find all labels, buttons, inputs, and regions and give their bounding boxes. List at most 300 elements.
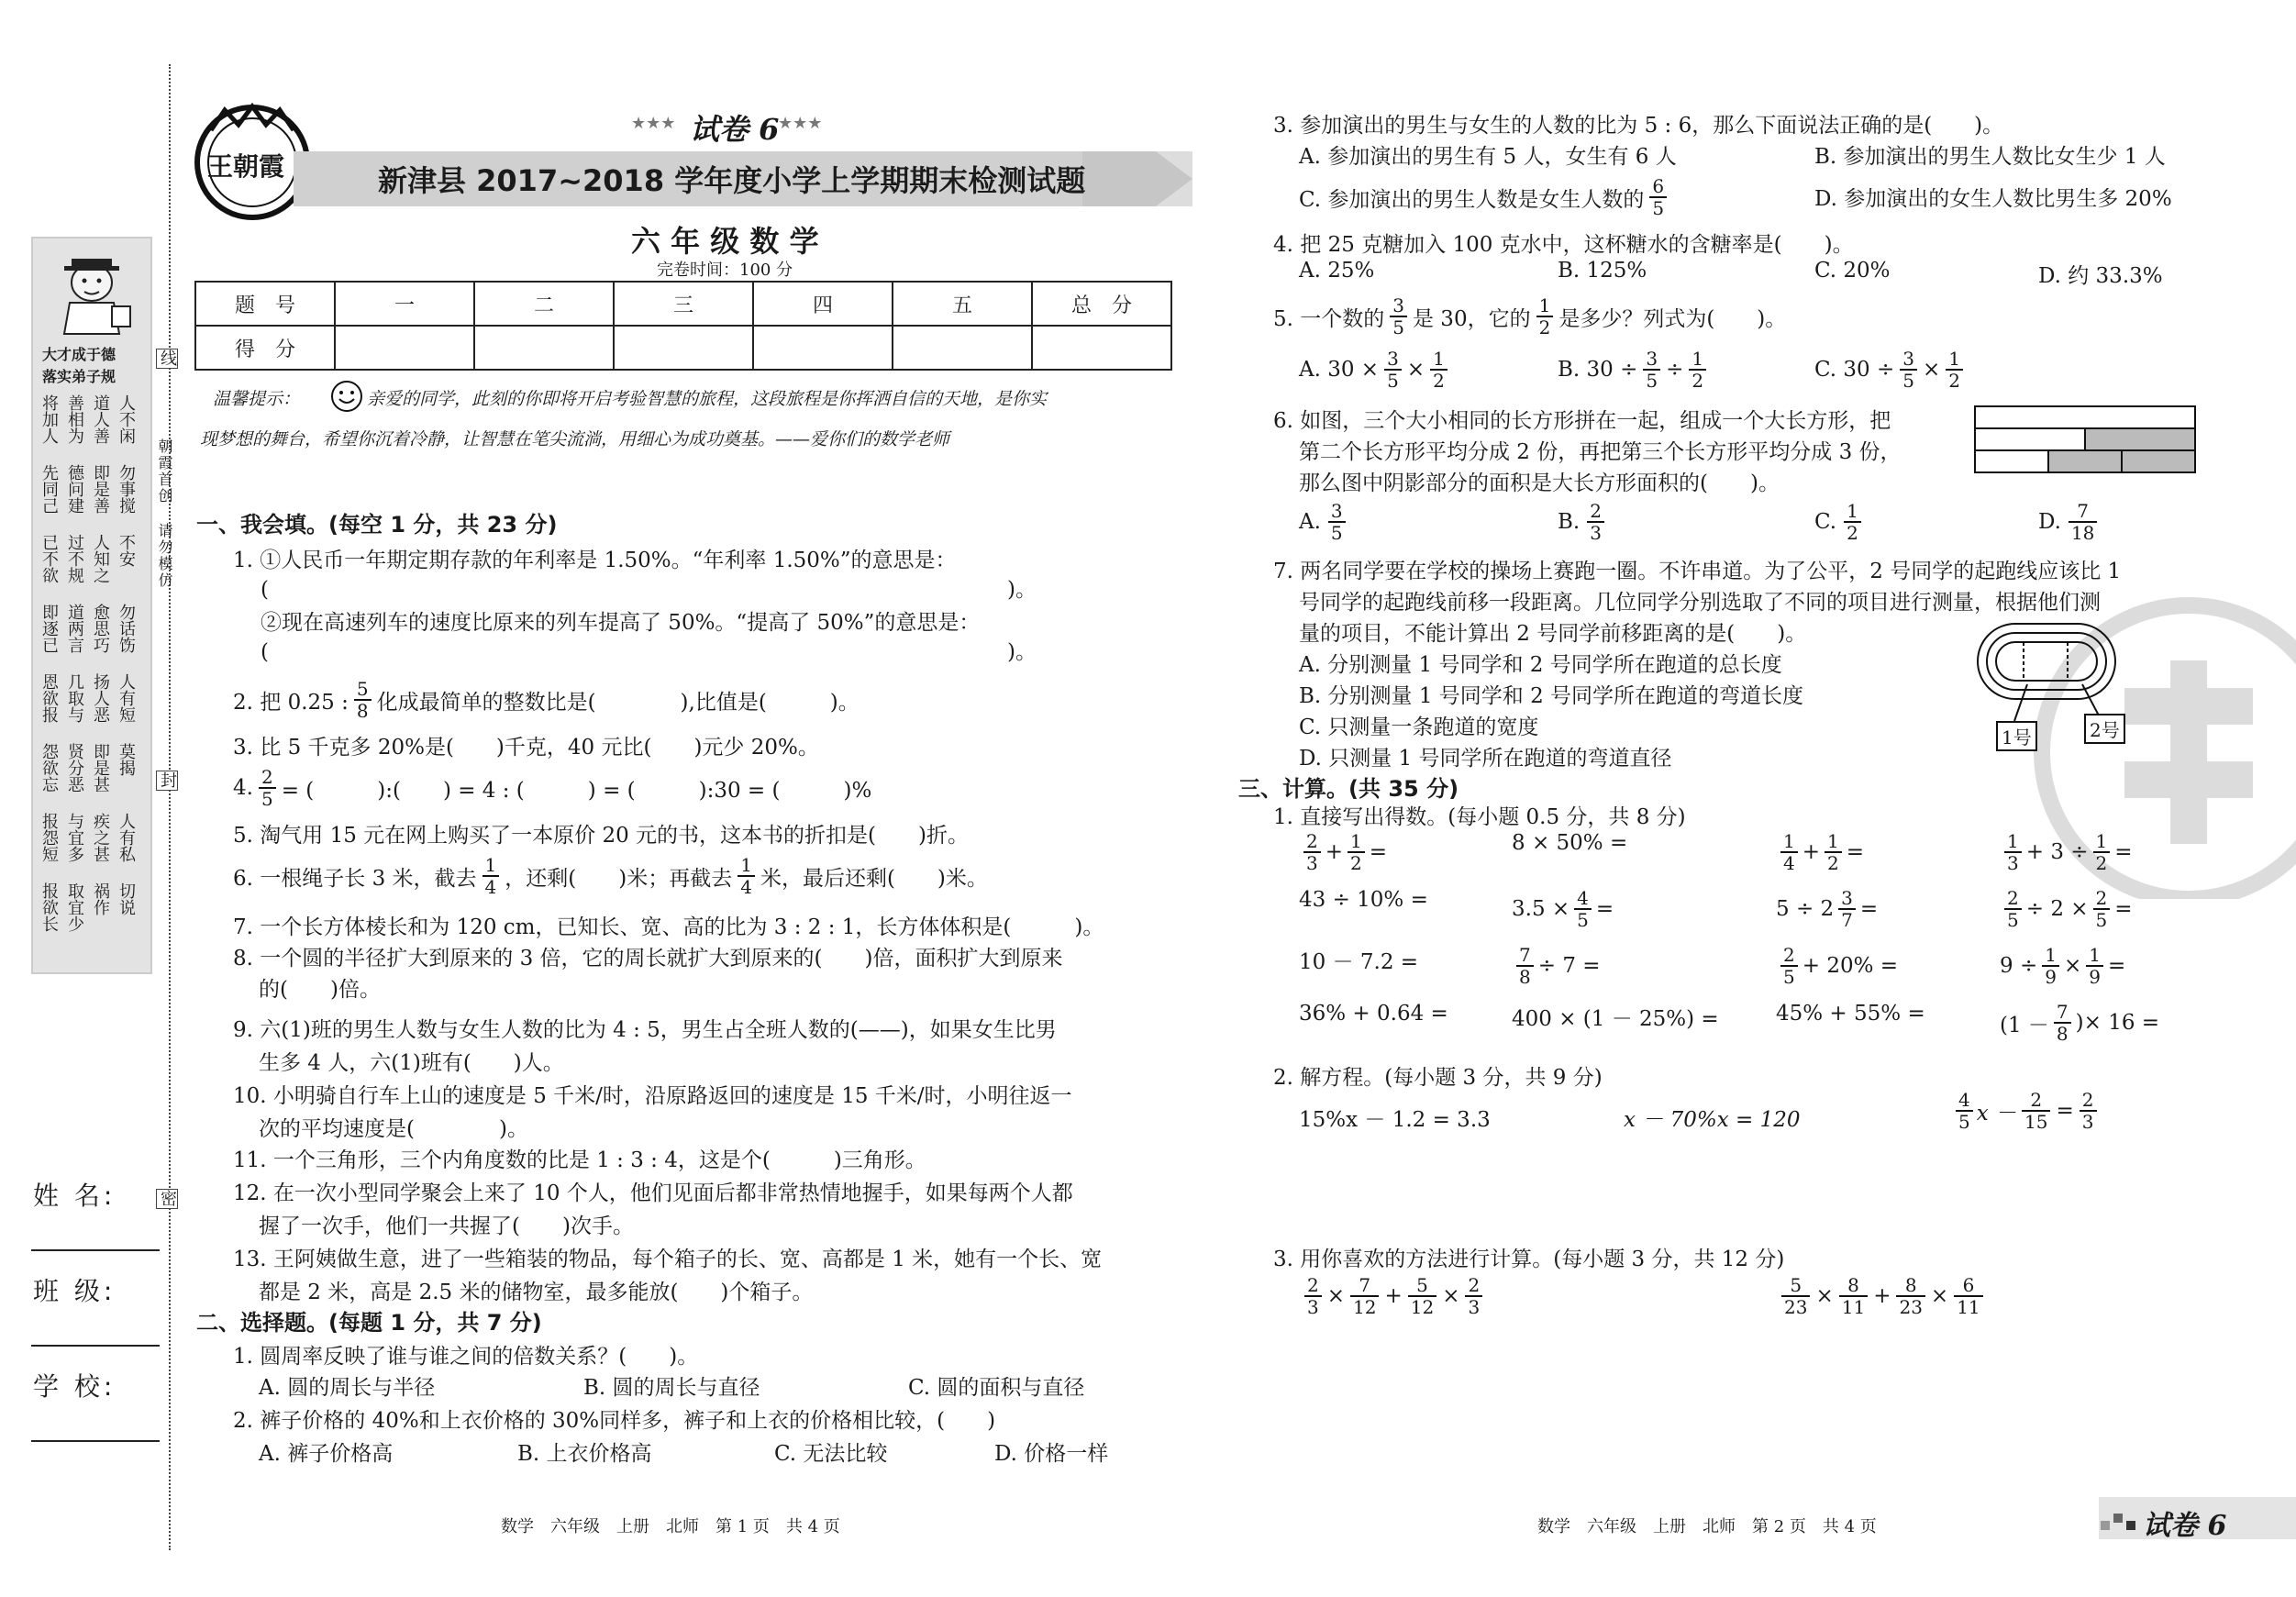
fraction-denominator: 5 <box>1384 369 1402 391</box>
mental-math-item[interactable] <box>1512 831 1627 855</box>
s3-calc1[interactable]: $\frac{2}{3}$ × $\frac{7}{12}$ + $\frac{5}{12}$ × $\frac{2}{3}$ <box>1299 1275 1488 1317</box>
s2-q5-opt-b-text: B. 30 ÷ <box>1558 358 1638 382</box>
score-table-header-row <box>195 282 1171 326</box>
s1-q8a[interactable]: 8. 一个圆的半径扩大到原来的 3 倍，它的周长就扩大到原来的( )倍，面积扩大到原来 <box>233 947 1063 970</box>
fraction-numerator: 4 <box>1577 887 1589 909</box>
fraction <box>2004 831 2022 873</box>
calc-text: 10 － 7.2 = <box>1299 950 1419 974</box>
s2-q4-opt-a[interactable]: A. 25% <box>1299 259 1375 283</box>
mental-math-item[interactable]: (1 － $\frac{7}{8}$ ) × 16 = <box>2000 1001 2160 1045</box>
s3-eq3[interactable] <box>1952 1090 2102 1132</box>
fraction <box>1328 501 1346 543</box>
s3-eq2[interactable]: x － 70%x = 120 <box>1624 1108 1801 1132</box>
equals-sign: = <box>2056 1099 2074 1123</box>
fraction-denominator: 5 <box>1780 965 1798 987</box>
fraction <box>1954 1275 1982 1317</box>
fraction-denominator: 3 <box>2004 851 2022 873</box>
fraction-denominator: 2 <box>1689 369 1706 391</box>
mental-math-item[interactable]: $\frac{1}{4}$ + $\frac{1}{2}$ = <box>1776 831 1864 873</box>
score-input[interactable] <box>893 326 1032 370</box>
fraction <box>1689 349 1706 391</box>
fraction-numerator: 5 <box>1416 1274 1428 1296</box>
fraction-numerator: 1 <box>1827 830 1839 852</box>
fraction <box>1844 501 1861 543</box>
fraction-numerator: 1 <box>1433 348 1445 370</box>
fraction-denominator: 8 <box>2054 1022 2071 1044</box>
score-cell: 总 分 <box>1032 282 1171 326</box>
mental-math-item[interactable]: 9 ÷ $\frac{1}{9}$ × $\frac{1}{9}$ = <box>2000 944 2126 988</box>
exam-title: 新津县 2017~2018 学年度小学上学期期末检测试题 <box>378 163 1086 198</box>
s1-q13b[interactable]: 都是 2 米，高是 2.5 米的储物室，最多能放( )个箱子。 <box>259 1281 814 1304</box>
calc-text: 8 × 50% = <box>1512 831 1628 855</box>
s2-q6b: 第二个长方形平均分成 2 份，再把第三个长方形平均分成 3 份， <box>1299 440 1902 464</box>
stars-left: ★★★ <box>631 114 676 133</box>
fraction <box>482 855 500 897</box>
maxim-column: 切说 <box>116 882 136 915</box>
s2-q2[interactable]: 2. 裤子价格的 40%和上衣价格的 30%同样多，裤子和上衣的价格相比较，( ) <box>233 1409 996 1433</box>
s2-q5-opt-a[interactable] <box>1299 349 1453 391</box>
s2-q2-opt-d[interactable]: D. 价格一样 <box>994 1442 1109 1466</box>
fraction <box>2069 501 2097 543</box>
tip-line-1: 亲爱的同学，此刻的你即将开启考验智慧的旅程，这段旅程是你挥洒自信的天地，是你实 <box>367 389 1048 409</box>
fraction <box>1408 1275 1436 1317</box>
sidebar-motto-top: 大才成于德 <box>42 346 116 363</box>
fraction <box>2093 831 2111 873</box>
fraction-numerator: 3 <box>1646 348 1658 370</box>
score-input[interactable] <box>335 326 474 370</box>
s1-q10a[interactable]: 10. 小明骑自行车上山的速度是 5 千米/时，沿原路返回的速度是 15 千米/时，小明往返一 <box>233 1084 1072 1108</box>
footer-left: 数学 六年级 上册 北师 第 1 页 共 4 页 <box>501 1517 840 1536</box>
score-cell: 一 <box>335 282 474 326</box>
fraction-numerator: 6 <box>1962 1274 1975 1296</box>
s2-q6-opt-a[interactable] <box>1299 501 1353 543</box>
s2-q3[interactable]: 3. 参加演出的男生与女生的人数的比为 5 : 6，那么下面说法正确的是( )。 <box>1273 114 2004 138</box>
divide-sign: ÷ <box>1666 358 1684 382</box>
s2-q5-opt-a-text: A. 30 × <box>1299 358 1380 382</box>
s1-q2-post[interactable]: 化成最简单的整数比是( ),比值是( )。 <box>376 690 860 715</box>
fraction-denominator: 9 <box>2042 965 2059 987</box>
fraction-denominator: 3 <box>1304 1295 1322 1317</box>
fraction-denominator: 3 <box>1303 851 1321 873</box>
s2-q7-opt-c[interactable]: C. 只测量一条跑道的宽度 <box>1299 715 1539 739</box>
s2-q6-opt-c[interactable] <box>1814 501 1869 543</box>
score-input[interactable] <box>614 326 753 370</box>
s2-q5-opt-c[interactable] <box>1814 349 1969 391</box>
fraction <box>2022 1090 2050 1132</box>
fraction <box>1780 945 1798 987</box>
s2-q7-opt-d[interactable]: D. 只测量 1 号同学所在跑道的弯道直径 <box>1299 747 1672 771</box>
fraction-numerator: 1 <box>2095 830 2108 852</box>
maxim-column: 贤分恶 <box>65 743 84 793</box>
maxim-column: 即是甚 <box>91 743 110 793</box>
track-label-1: 1号 <box>1996 721 2037 751</box>
s1-q1b: ②现在高速列车的速度比原来的列车提高了 50%。“提高了 50%”的意思是： <box>261 611 981 635</box>
fraction-numerator: 4 <box>1958 1089 1970 1111</box>
s3-eq1[interactable]: 15%x － 1.2 = 3.3 <box>1299 1108 1491 1132</box>
maxim-column: 恩欲报 <box>39 673 59 723</box>
fraction-numerator: 8 <box>1847 1274 1859 1296</box>
fraction-numerator: 1 <box>2089 944 2101 966</box>
fraction-numerator: 2 <box>261 766 273 788</box>
cut-line-label-feng: 封 <box>158 771 177 790</box>
s3-part1: 1. 直接写出得数。(每小题 0.5 分，共 8 分) <box>1273 805 1686 829</box>
s2-q4[interactable]: 4. 把 25 克糖加入 100 克水中，这杯糖水的含糖率是( )。 <box>1273 233 1854 257</box>
fraction-denominator: 18 <box>2069 521 2097 543</box>
score-input[interactable] <box>753 326 893 370</box>
fraction-numerator: 3 <box>1902 348 1914 370</box>
fraction-numerator: 2 <box>2081 1089 2094 1111</box>
s2-q4-opt-b[interactable]: B. 125% <box>1558 259 1647 283</box>
fraction-numerator: 2 <box>1468 1274 1481 1296</box>
fraction <box>2086 945 2103 987</box>
fraction-denominator: 2 <box>1536 316 1554 338</box>
maxim-column: 即是善 <box>91 464 110 514</box>
fraction-denominator: 5 <box>1643 369 1660 391</box>
maxim-column: 怨欲忘 <box>39 743 59 793</box>
maxim-column: 先同己 <box>39 464 59 514</box>
fraction-numerator: 2 <box>1307 1274 1319 1296</box>
fraction-denominator: 3 <box>2080 1110 2097 1132</box>
fraction-numerator: 5 <box>1790 1274 1802 1296</box>
fraction <box>1649 176 1667 218</box>
s2-q4-opt-d[interactable]: D. 约 33.3% <box>2038 264 2163 288</box>
fraction-denominator: 9 <box>2086 965 2103 987</box>
fraction <box>1536 295 1554 338</box>
s2-q6-opt-b[interactable] <box>1558 501 1612 543</box>
s3-calc2[interactable]: $\frac{5}{23}$ × $\frac{8}{11}$ + $\frac{8}{23}$ × $\frac{6}{11}$ <box>1776 1275 1989 1317</box>
maxim-column: 道两言 <box>65 604 84 653</box>
s3-part3: 3. 用你喜欢的方法进行计算。(每小题 3 分，共 12 分) <box>1273 1248 1785 1271</box>
fraction-numerator: 7 <box>1519 944 1531 966</box>
fraction <box>1956 1090 1973 1132</box>
s2-q2-opt-c[interactable]: C. 无法比较 <box>774 1442 888 1466</box>
maxim-column: 祸作 <box>91 882 110 915</box>
s2-q1-opt-b[interactable]: B. 圆的周长与直径 <box>583 1376 760 1400</box>
mental-math-item[interactable] <box>1776 1002 1925 1026</box>
class-label: 班 级: <box>33 1276 116 1306</box>
track-label-2: 2号 <box>2084 714 2125 744</box>
s2-q3-opt-c[interactable] <box>1299 176 1672 218</box>
times-sign: × <box>1406 358 1425 382</box>
s1-q9a[interactable]: 9. 六(1)班的男生人数与女生人数的比为 4 : 5，男生占全班人数的(——)，如果女生比男 <box>233 1018 1057 1042</box>
maxim-column: 道人善 <box>91 394 110 444</box>
s2-q2-opt-a[interactable]: A. 裤子价格高 <box>259 1442 394 1466</box>
calc-text: 400 × (1 － 25%) = <box>1512 1007 1719 1031</box>
mental-math-item[interactable]: $\frac{2}{3}$ + $\frac{1}{2}$ = <box>1299 831 1387 873</box>
fraction-numerator: 5 <box>356 678 369 700</box>
footer-right: 数学 六年级 上册 北师 第 2 页 共 4 页 <box>1537 1517 1877 1536</box>
fraction <box>259 767 276 809</box>
fraction-denominator: 2 <box>2093 851 2111 873</box>
fraction-numerator: 7 <box>1359 1274 1371 1296</box>
school-field[interactable] <box>31 1440 160 1442</box>
fraction-denominator: 11 <box>1954 1295 1982 1317</box>
tip-prefix: 温馨提示： <box>213 389 301 409</box>
fraction-numerator: 1 <box>1691 348 1704 370</box>
fraction-denominator: 4 <box>1780 851 1798 873</box>
class-field[interactable] <box>31 1345 160 1347</box>
calc-text: + 20% = <box>1802 954 1899 978</box>
fraction <box>2093 888 2111 930</box>
name-field[interactable] <box>31 1249 160 1251</box>
s2-q4-opt-c[interactable]: C. 20% <box>1814 259 1891 283</box>
fraction-numerator: 1 <box>1847 500 1858 522</box>
fraction-denominator: 5 <box>1900 369 1917 391</box>
s1-q7[interactable]: 7. 一个长方体棱长和为 120 cm，已知长、宽、高的比为 3 : 2 : 1，长方体体积是( )。 <box>233 915 1104 939</box>
s2-q1-opt-c[interactable]: C. 圆的面积与直径 <box>908 1376 1085 1400</box>
s1-q6-post[interactable]: 米，最后还剩( )米。 <box>760 866 988 891</box>
fraction-denominator: 5 <box>1574 908 1592 930</box>
fraction-numerator: 1 <box>740 854 752 876</box>
calc-text: 45% + 55% = <box>1776 1002 1925 1026</box>
fraction-numerator: 7 <box>2077 500 2090 522</box>
sidebar-maxims <box>39 394 145 963</box>
fraction-denominator: 8 <box>1516 965 1534 987</box>
fraction-denominator: 3 <box>1465 1295 1482 1317</box>
fraction-denominator: 5 <box>2004 908 2022 930</box>
fraction <box>2054 1002 2071 1044</box>
s2-q7b: 号同学的起跑线前移一段距离。几位同学分别选取了不同的项目进行测量，根据他们测 <box>1299 591 2101 615</box>
s1-q8b[interactable]: 的( )倍。 <box>259 978 381 1002</box>
mental-math-item[interactable]: $\frac{7}{8}$ ÷ 7 = <box>1512 945 1601 987</box>
s2-q6c: 那么图中阴影部分的面积是大长方形面积的( )。 <box>1299 471 1780 495</box>
brand-logo-text: 王朝霞 <box>207 151 285 182</box>
fraction-denominator: 2 <box>1430 369 1447 391</box>
subject-title: 六 年 级 数 学 <box>631 224 819 259</box>
s2-q3-opt-d[interactable]: D. 参加演出的女生人数比男生多 20% <box>1814 187 2172 211</box>
fraction <box>2080 1090 2097 1132</box>
fraction <box>1643 349 1660 391</box>
s1-q6-pre: 6. 一根绳子长 3 米，截去 <box>233 866 477 891</box>
times-sign: × <box>1922 358 1941 382</box>
rectangle-diagram <box>1974 405 2196 473</box>
s2-q3-opt-a[interactable]: A. 参加演出的男生有 5 人，女生有 6 人 <box>1299 145 1677 169</box>
s1-q4-pre: 4. <box>233 776 253 800</box>
fraction <box>2042 945 2059 987</box>
fraction <box>1384 349 1402 391</box>
maxim-column: 报怨短 <box>39 813 59 862</box>
calc-text: 36% + 0.64 = <box>1299 1002 1448 1026</box>
fraction-denominator: 2 <box>1348 851 1365 873</box>
s1-q5[interactable]: 5. 淘气用 15 元在网上购买了一本原价 20 元的书，这本书的折扣是( )折。 <box>233 824 969 848</box>
s2-q6-opt-d-text: D. <box>2038 510 2061 534</box>
fraction-denominator: 3 <box>1587 521 1604 543</box>
s1-q13a[interactable]: 13. 王阿姨做生意，进了一些箱装的物品，每个箱子的长、宽、高都是 1 米，她有一个长、宽 <box>233 1248 1103 1271</box>
fraction-denominator: 12 <box>1408 1295 1436 1317</box>
s2-q7-opt-a[interactable]: A. 分别测量 1 号同学和 2 号同学所在跑道的总长度 <box>1299 653 1782 677</box>
fraction <box>1780 831 1798 873</box>
fraction-numerator: 1 <box>1948 348 1960 370</box>
s1-q1a: 1. ①人民币一年期定期存款的年利率是 1.50%。“年利率 1.50%”的意思是： <box>233 549 957 572</box>
fraction-numerator: 3 <box>1387 348 1399 370</box>
fraction-numerator: 1 <box>1783 830 1795 852</box>
s2-q5-opt-c-text: C. 30 ÷ <box>1814 358 1895 382</box>
fraction <box>1825 831 1842 873</box>
s1-q2-pre: 2. 把 0.25 : <box>233 690 349 715</box>
fraction-numerator: 1 <box>484 854 497 876</box>
score-input[interactable] <box>1032 326 1171 370</box>
calc-text: 5 ÷ 2 <box>1776 897 1835 921</box>
maxim-column: 愈思巧 <box>91 604 110 653</box>
section3-title: 三、计算。(共 35 分) <box>1238 776 1459 802</box>
s2-q6-opt-a-text: A. <box>1299 510 1321 534</box>
s1-q1a-blank[interactable]: ( )。 <box>261 578 1037 602</box>
fraction <box>1900 349 1917 391</box>
fraction <box>1303 831 1321 873</box>
section2-title: 二、选择题。(每题 1 分，共 7 分) <box>196 1310 542 1336</box>
maxim-column: 德问建 <box>65 464 84 514</box>
fraction-denominator: 7 <box>1838 908 1856 930</box>
binding-dotted-line <box>169 64 171 1550</box>
maxim-column: 几取与 <box>65 673 84 723</box>
s2-q5-mid: 是 30，它的 <box>1413 306 1531 331</box>
fraction-denominator: 4 <box>738 875 755 897</box>
fraction-denominator: 11 <box>1839 1295 1868 1317</box>
fraction <box>738 855 755 897</box>
maxim-column: 报欲长 <box>39 882 59 932</box>
s2-q5-post: 是多少？列式为( )。 <box>1558 306 1787 331</box>
s2-q6-opt-d[interactable] <box>2038 501 2104 543</box>
calc-text: ÷ 2 × <box>2025 897 2089 921</box>
maxim-column: 莫揭 <box>116 743 136 776</box>
s2-q5[interactable] <box>1273 295 1786 338</box>
fraction-numerator: 3 <box>1392 294 1404 316</box>
brand-vertical-1: 朝霞首创 <box>156 438 173 505</box>
fraction-denominator: 5 <box>2093 908 2111 930</box>
calc-text: 3.5 × <box>1512 897 1570 921</box>
maxim-column: 勿事搅 <box>116 464 136 514</box>
cut-line-label-mi: 密 <box>158 1190 177 1208</box>
fraction-denominator: 4 <box>482 875 500 897</box>
s1-q11[interactable]: 11. 一个三角形，三个内角度数的比是 1 : 3 : 4，这是个( )三角形。 <box>233 1148 926 1172</box>
s2-q3-opt-b[interactable]: B. 参加演出的男生人数比女生少 1 人 <box>1814 145 2166 169</box>
s1-q2 <box>233 679 860 721</box>
s2-q1[interactable]: 1. 圆周率反映了谁与谁之间的倍数关系？( )。 <box>233 1345 699 1369</box>
s2-q3-opt-c-text: C. 参加演出的男生人数是女生人数的 <box>1299 187 1645 212</box>
fraction-numerator: 2 <box>2095 887 2108 909</box>
s1-q12b[interactable]: 握了一次手，他们一共握了( )次手。 <box>259 1214 634 1238</box>
maxim-column: 善相为 <box>65 394 84 444</box>
fraction <box>1465 1275 1482 1317</box>
mental-math-item[interactable] <box>1512 1002 1719 1032</box>
s2-q7-opt-b[interactable]: B. 分别测量 1 号同学和 2 号同学所在跑道的弯道长度 <box>1299 684 1804 708</box>
maxim-column: 人有私 <box>116 813 136 862</box>
s1-q4 <box>233 767 871 809</box>
fraction-numerator: 1 <box>1350 830 1362 852</box>
fraction <box>1430 349 1447 391</box>
fraction <box>1781 1275 1810 1317</box>
paper-label: 试卷 6 <box>690 112 780 147</box>
s1-q1b-blank[interactable]: ( )。 <box>261 640 1037 664</box>
stars-right: ★★★ <box>778 114 823 133</box>
maxim-column: 疾之甚 <box>91 813 110 862</box>
fraction-numerator: 7 <box>2056 1001 2069 1023</box>
brand-vertical-2: 请勿模仿 <box>156 523 173 589</box>
maxim-column: 取宜少 <box>65 882 84 932</box>
score-cell: 五 <box>893 282 1032 326</box>
fraction-denominator: 5 <box>1390 316 1407 338</box>
fraction-numerator: 8 <box>1904 1274 1917 1296</box>
s1-q3[interactable]: 3. 比 5 千克多 20%是( )千克，40 元比( )元少 20%。 <box>233 736 819 760</box>
mental-math-grid <box>1299 831 2262 1060</box>
exam-time: 完卷时间：100 分 <box>657 261 793 280</box>
mental-math-item[interactable] <box>1299 888 1428 912</box>
fraction <box>1574 888 1592 930</box>
maxim-column: 与宜多 <box>65 813 84 862</box>
mental-math-item[interactable]: 3.5 × $\frac{4}{5}$ = <box>1512 887 1614 931</box>
score-table <box>194 281 1172 371</box>
fraction-numerator: 2 <box>1590 500 1602 522</box>
footer-badge-text: 试卷 6 <box>2143 1510 2227 1542</box>
score-row-label: 得 分 <box>195 326 335 370</box>
mental-math-item[interactable]: $\frac{1}{3}$ + 3 ÷ $\frac{1}{2}$ = <box>2000 831 2133 873</box>
fraction-numerator: 1 <box>1538 294 1551 316</box>
maxim-column: 人有短 <box>116 673 136 723</box>
scholar-illustration <box>33 246 150 338</box>
fraction-denominator: 2 <box>1825 851 1842 873</box>
mental-math-item[interactable]: $\frac{2}{5}$ ÷ 2 × $\frac{2}{5}$ = <box>2000 888 2133 930</box>
s1-q12a[interactable]: 12. 在一次小型同学聚会上来了 10 个人，他们见面后都非常热情地握手，如果每两个人都 <box>233 1181 1073 1205</box>
score-cell: 二 <box>474 282 614 326</box>
calc-text: × 16 = <box>2083 1011 2160 1035</box>
fraction <box>1390 295 1407 338</box>
s1-q9b[interactable]: 生多 4 人，六(1)班有( )人。 <box>259 1051 564 1075</box>
score-cell: 三 <box>614 282 753 326</box>
fraction-numerator: 2 <box>1783 944 1795 966</box>
sidebar-motto-bottom: 落实弟子规 <box>42 368 116 385</box>
smiley-icon <box>330 380 363 413</box>
s1-q6 <box>233 855 988 897</box>
fraction-denominator: 5 <box>1328 521 1346 543</box>
s2-q2-opt-b[interactable]: B. 上衣价格高 <box>517 1442 652 1466</box>
fraction-denominator: 12 <box>1350 1295 1379 1317</box>
score-input[interactable] <box>474 326 614 370</box>
mental-math-item[interactable] <box>1299 1002 1448 1026</box>
fraction-numerator: 6 <box>1652 175 1665 197</box>
maxim-column: 人知之 <box>91 534 110 583</box>
s2-q7a[interactable]: 7. 两名同学要在学校的操场上赛跑一圈。不许串道。为了公平，2 号同学的起跑线应该比 1 <box>1273 560 2122 583</box>
s2-q6a[interactable]: 6. 如图，三个大小相同的长方形拼在一起，组成一个大长方形，把 <box>1273 409 1891 433</box>
fraction-numerator: 2 <box>2030 1089 2043 1111</box>
fraction-denominator: 5 <box>259 787 276 809</box>
calc-text: 43 ÷ 10% = <box>1299 888 1428 912</box>
fraction-denominator: 23 <box>1896 1295 1924 1317</box>
name-label: 姓 名: <box>33 1181 116 1211</box>
fraction-numerator: 3 <box>1841 887 1853 909</box>
fraction <box>1896 1275 1924 1317</box>
mental-math-item[interactable] <box>1299 945 1418 975</box>
s1-q10b[interactable]: 次的平均速度是( )。 <box>259 1117 528 1141</box>
maxim-column: 勿话饬 <box>116 604 136 653</box>
s2-q5-opt-b[interactable] <box>1558 349 1712 391</box>
fraction-denominator: 23 <box>1781 1295 1810 1317</box>
fraction-numerator: 1 <box>2045 944 2057 966</box>
s1-q6-mid[interactable]: ，还剩( )米；再截去 <box>505 866 733 891</box>
s2-q5-pre: 5. 一个数的 <box>1273 306 1385 331</box>
badge-squares-icon <box>2101 1508 2137 1532</box>
fraction <box>1838 888 1856 930</box>
mental-math-item[interactable]: 5 ÷ 2 $\frac{3}{7}$ = <box>1776 887 1879 931</box>
fraction-numerator: 3 <box>1330 500 1343 522</box>
s1-q4-post[interactable]: = ( ):( ) = 4 : ( ) = ( ):30 = ( )% <box>281 778 872 803</box>
s2-q1-opt-a[interactable]: A. 圆的周长与半径 <box>259 1376 436 1400</box>
score-cell: 四 <box>753 282 893 326</box>
fraction-denominator: 5 <box>1956 1110 1973 1132</box>
fraction-denominator: 8 <box>354 699 372 721</box>
eq3-text: x － <box>1976 1101 2017 1126</box>
fraction <box>1348 831 1365 873</box>
mental-math-item[interactable] <box>1776 945 1898 987</box>
